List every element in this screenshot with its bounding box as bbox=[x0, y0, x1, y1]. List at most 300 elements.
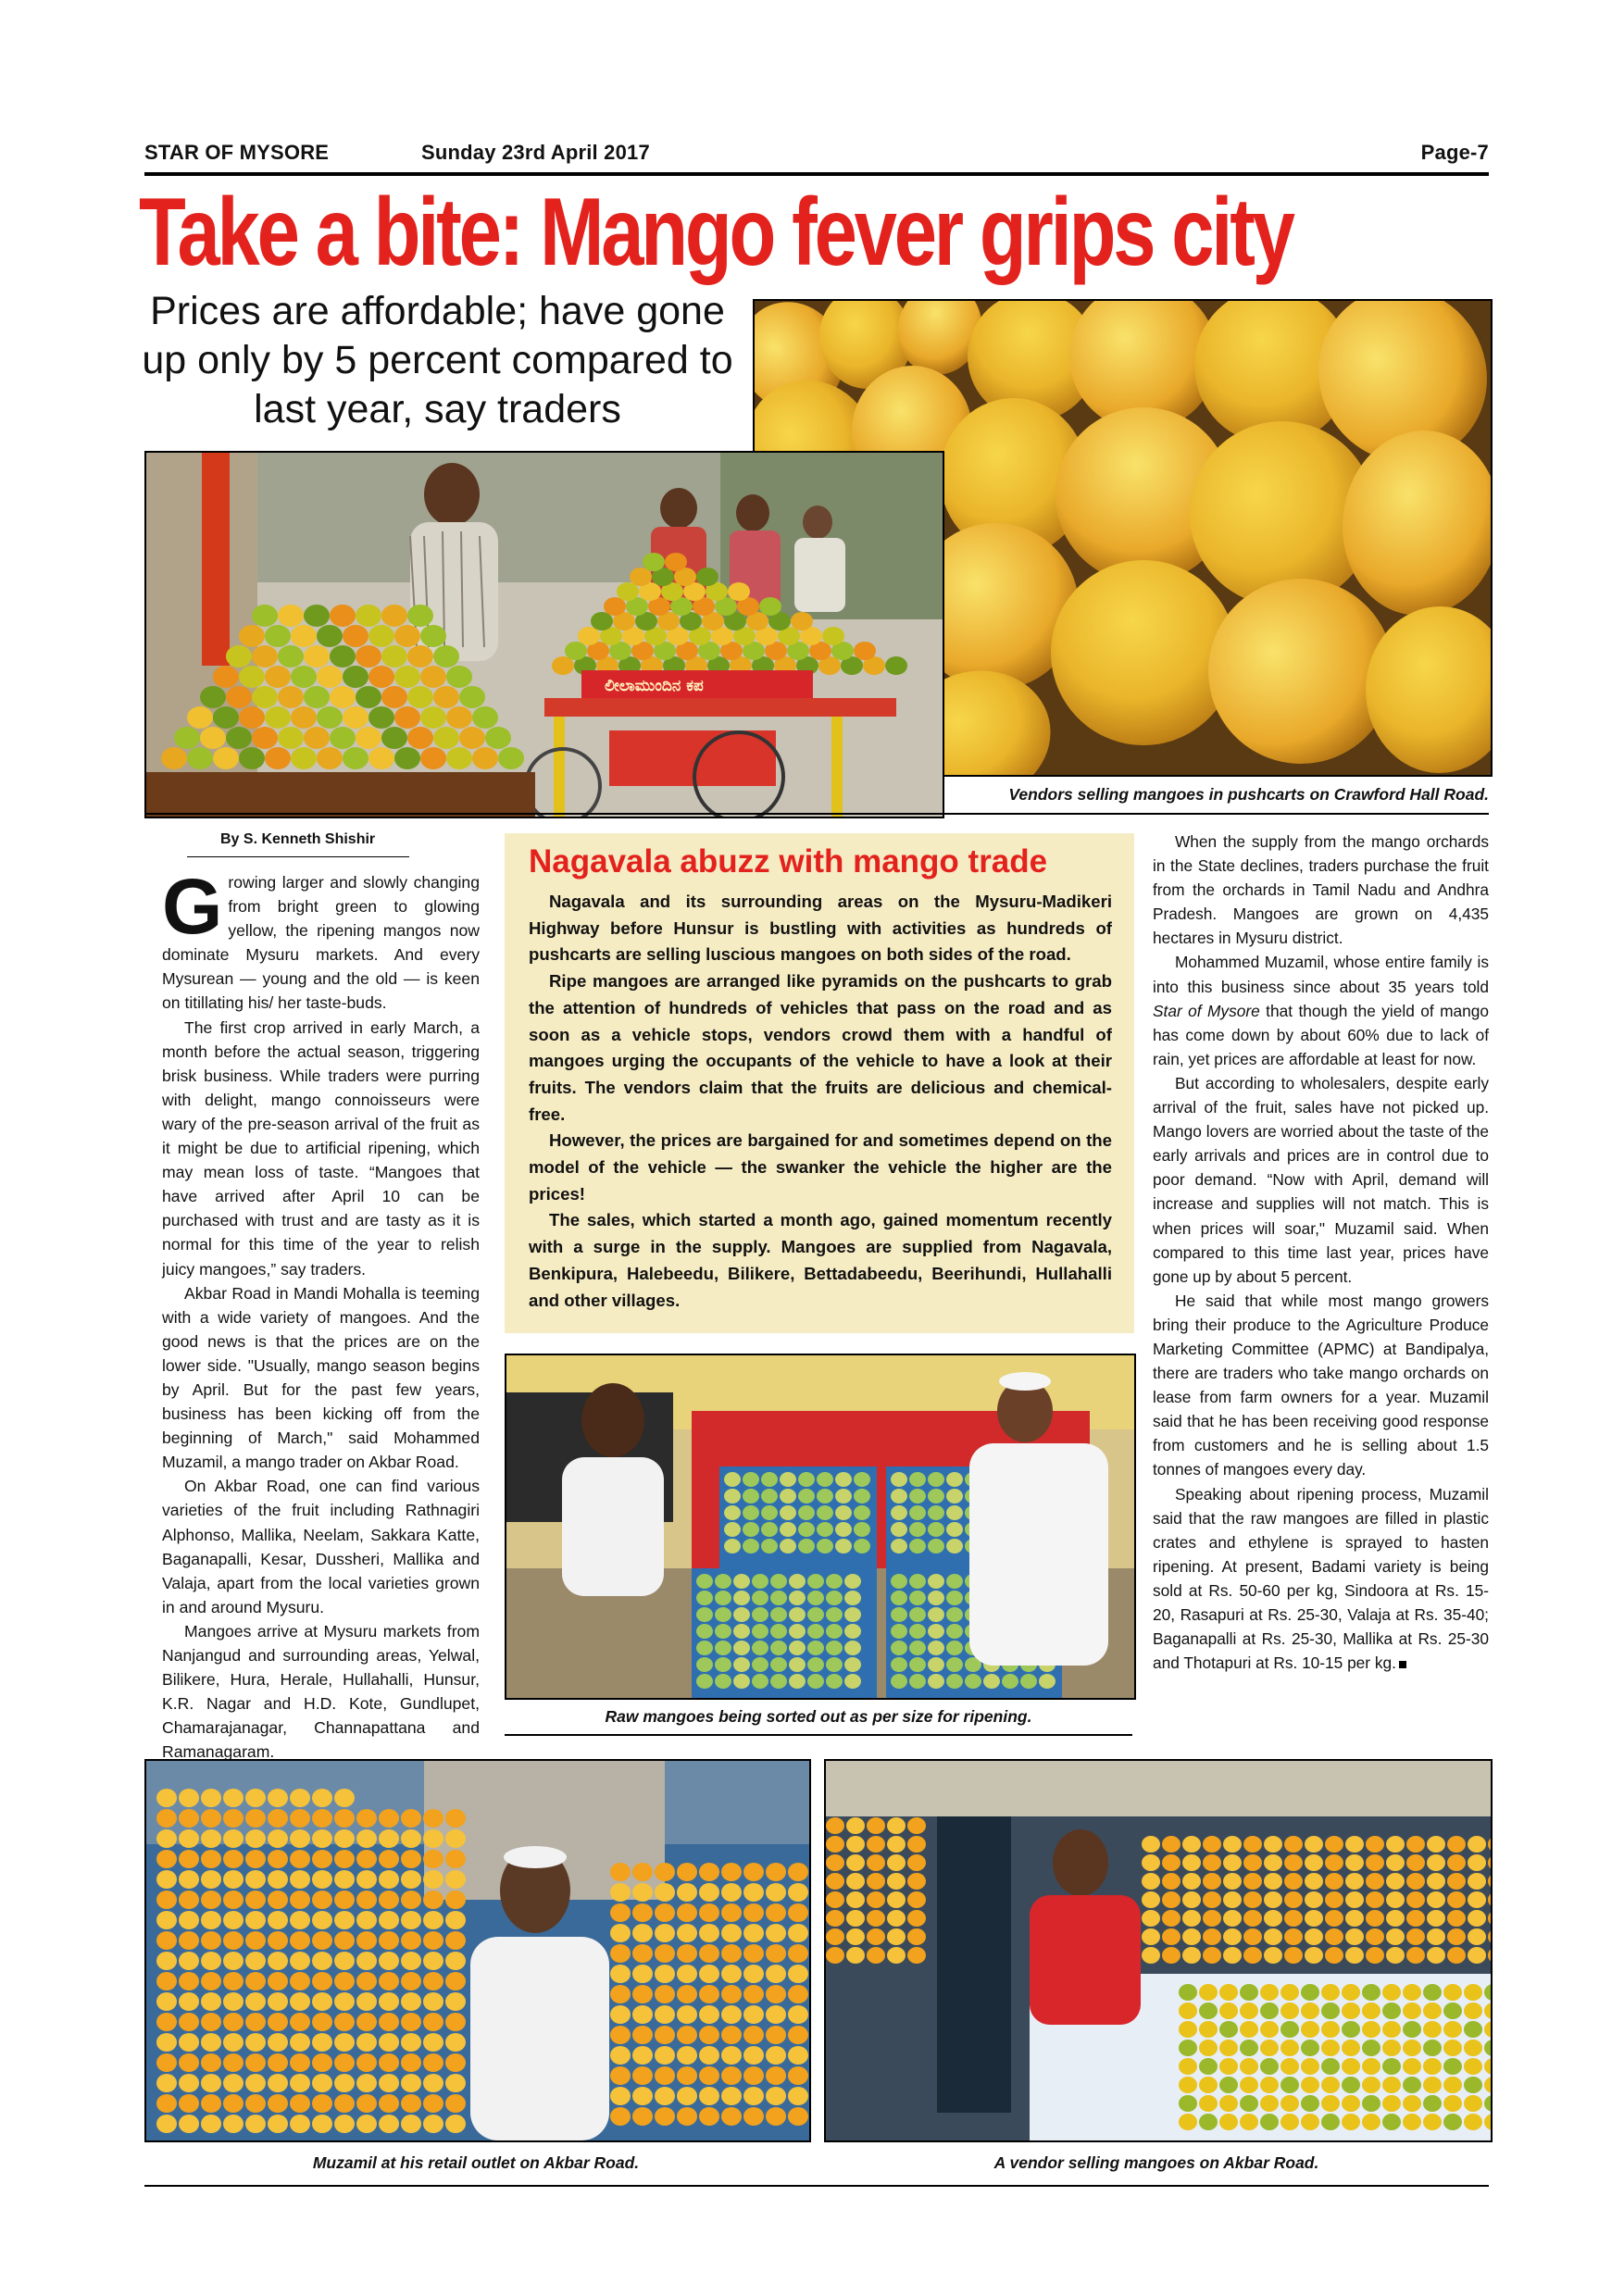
mango-shape bbox=[699, 1863, 719, 1881]
mango-shape bbox=[423, 1931, 443, 1950]
caption-sorting: Raw mangoes being sorted out as per size for ripening. bbox=[605, 1707, 1032, 1726]
mango-shape bbox=[789, 1574, 806, 1589]
mango-shape bbox=[290, 1850, 310, 1868]
mango-shape bbox=[907, 1947, 926, 1964]
mango-shape bbox=[265, 747, 291, 769]
photo-pushcart-vendors bbox=[144, 451, 944, 818]
mango-shape bbox=[721, 2005, 742, 2024]
mango-shape bbox=[789, 1591, 806, 1605]
mango-shape bbox=[290, 1972, 310, 1990]
mango-shape bbox=[290, 2053, 310, 2072]
mango-shape bbox=[379, 2033, 399, 2052]
mango-shape bbox=[179, 2053, 199, 2072]
mango-shape bbox=[1382, 2114, 1401, 2130]
mango-shape bbox=[699, 1924, 719, 1942]
mango-shape bbox=[1447, 1891, 1466, 1908]
mango-shape bbox=[1403, 2095, 1421, 2112]
mango-shape bbox=[677, 1863, 697, 1881]
mango-shape bbox=[290, 1911, 310, 1929]
mango-shape bbox=[632, 2066, 653, 2085]
mango-shape bbox=[752, 1674, 768, 1689]
mango-shape bbox=[909, 1489, 926, 1504]
mango-shape bbox=[245, 1850, 266, 1868]
mango-shape bbox=[1301, 2095, 1319, 2112]
mango-shape bbox=[156, 2053, 177, 2072]
mango-shape bbox=[677, 1985, 697, 2003]
mango-shape bbox=[1321, 1984, 1340, 2001]
mango-shape bbox=[699, 2066, 719, 2085]
mango-shape bbox=[312, 1972, 332, 1990]
mango-shape bbox=[743, 1863, 764, 1881]
mango-shape bbox=[946, 1522, 963, 1537]
mango-shape bbox=[245, 1809, 266, 1828]
mango-shape bbox=[854, 1505, 870, 1520]
mango-shape bbox=[1284, 1947, 1303, 1964]
mango-shape bbox=[1423, 2021, 1442, 2038]
mango-shape bbox=[1305, 1910, 1323, 1927]
mango-shape bbox=[291, 747, 317, 769]
mango-shape bbox=[1020, 1674, 1037, 1689]
mango-shape bbox=[1403, 2114, 1421, 2130]
mango-shape bbox=[891, 1489, 907, 1504]
mango-shape bbox=[817, 1489, 833, 1504]
paper-name: STAR OF MYSORE bbox=[144, 141, 330, 164]
mango-shape bbox=[1342, 2058, 1360, 2075]
mango-shape bbox=[655, 1903, 675, 1922]
mango-shape bbox=[407, 727, 433, 749]
mango-shape bbox=[655, 2026, 675, 2044]
mango-shape bbox=[807, 1607, 824, 1622]
mango-shape bbox=[356, 686, 381, 708]
mango-shape bbox=[1403, 1984, 1421, 2001]
mango-shape bbox=[632, 2046, 653, 2065]
mango-shape bbox=[891, 1539, 907, 1554]
mango-shape bbox=[1362, 2040, 1380, 2056]
mango-shape bbox=[632, 1965, 653, 1983]
mango-shape bbox=[891, 1624, 907, 1639]
mango-shape bbox=[179, 1992, 199, 2011]
vendor-image bbox=[826, 1761, 1491, 2140]
mango-shape bbox=[854, 1489, 870, 1504]
mango-shape bbox=[780, 1539, 796, 1554]
mango-shape bbox=[1199, 2040, 1218, 2056]
mango-shape bbox=[1382, 2021, 1401, 2038]
mango-shape bbox=[1219, 2095, 1238, 2112]
mango-shape bbox=[445, 1992, 466, 2011]
mango-shape bbox=[1345, 1947, 1364, 1964]
mango-shape bbox=[1406, 1891, 1425, 1908]
mango-shape bbox=[1321, 2058, 1340, 2075]
mango-shape bbox=[1386, 1947, 1405, 1964]
mango-shape bbox=[766, 2005, 786, 2024]
mango-shape bbox=[780, 1489, 796, 1504]
mango-shape bbox=[1321, 2114, 1340, 2130]
mango-shape bbox=[445, 2053, 466, 2072]
mango-shape bbox=[423, 2115, 443, 2133]
mango-shape bbox=[632, 1863, 653, 1881]
mango-shape bbox=[721, 1883, 742, 1902]
mango-shape bbox=[733, 1624, 750, 1639]
mango-shape bbox=[610, 2005, 631, 2024]
mango-shape bbox=[928, 1657, 944, 1672]
mango-shape bbox=[743, 1985, 764, 2003]
mango-shape bbox=[312, 2115, 332, 2133]
mango-shape bbox=[156, 1890, 177, 1909]
mango-shape bbox=[1264, 1873, 1282, 1890]
mango-shape bbox=[1142, 1928, 1160, 1945]
mango-shape bbox=[1406, 1873, 1425, 1890]
mango-shape bbox=[334, 1850, 355, 1868]
mango-shape bbox=[770, 1624, 787, 1639]
mango-shape bbox=[854, 1522, 870, 1537]
mango-shape bbox=[445, 1829, 466, 1848]
mango-shape bbox=[420, 747, 446, 769]
mango-shape bbox=[1362, 2114, 1380, 2130]
mango-shape bbox=[356, 727, 381, 749]
mango-shape bbox=[1443, 1984, 1462, 2001]
mango-shape bbox=[401, 1829, 421, 1848]
mango-shape bbox=[928, 1641, 944, 1655]
mango-shape bbox=[655, 2005, 675, 2024]
mango-shape bbox=[179, 1972, 199, 1990]
mango-shape bbox=[446, 747, 472, 769]
mango-shape bbox=[379, 2013, 399, 2031]
mango-shape bbox=[928, 1472, 944, 1487]
mango-shape bbox=[1427, 1928, 1445, 1945]
mango-shape bbox=[252, 727, 278, 749]
mango-shape bbox=[1264, 1947, 1282, 1964]
mango-shape bbox=[788, 2026, 808, 2044]
mango-shape bbox=[766, 2046, 786, 2065]
mango-shape bbox=[1182, 1947, 1201, 1964]
mango-shape bbox=[699, 2046, 719, 2065]
mango-shape bbox=[1203, 1910, 1221, 1927]
left-column bbox=[162, 863, 480, 1764]
mango-shape bbox=[677, 2087, 697, 2105]
cart-sign-text: ಲೀಲಾಮುಂದಿನ ಕಪ bbox=[605, 677, 704, 695]
mango-shape bbox=[846, 1891, 865, 1908]
mango-shape bbox=[356, 1911, 377, 1929]
mango-shape bbox=[381, 727, 407, 749]
mango-shape bbox=[187, 747, 213, 769]
mango-shape bbox=[867, 1947, 885, 1964]
mango-shape bbox=[1321, 2077, 1340, 2093]
mango-shape bbox=[632, 1883, 653, 1902]
mango-shape bbox=[239, 706, 265, 729]
mango-shape bbox=[770, 1591, 787, 1605]
mango-shape bbox=[610, 2026, 631, 2044]
mango-shape bbox=[423, 1952, 443, 1970]
mango-shape bbox=[632, 2107, 653, 2126]
mango-shape bbox=[312, 2053, 332, 2072]
mango-shape bbox=[1366, 1928, 1384, 1945]
mango-shape bbox=[379, 1972, 399, 1990]
mango-shape bbox=[245, 1931, 266, 1950]
mango-shape bbox=[846, 1836, 865, 1853]
mango-shape bbox=[715, 1641, 731, 1655]
mango-shape bbox=[610, 1863, 631, 1881]
mango-shape bbox=[1403, 2021, 1421, 2038]
mango-shape bbox=[788, 1924, 808, 1942]
mango-shape bbox=[356, 1870, 377, 1889]
mango-shape bbox=[312, 1789, 332, 1807]
mango-shape bbox=[761, 1472, 778, 1487]
mango-shape bbox=[1203, 1873, 1221, 1890]
right-column bbox=[1153, 830, 1489, 1675]
mango-shape bbox=[245, 2115, 266, 2133]
mango-shape bbox=[379, 2053, 399, 2072]
mango-shape bbox=[223, 1911, 244, 1929]
mango-shape bbox=[798, 1505, 815, 1520]
mango-shape bbox=[1240, 2021, 1258, 2038]
mango-shape bbox=[928, 1574, 944, 1589]
mango-shape bbox=[807, 1591, 824, 1605]
mango-shape bbox=[334, 1931, 355, 1950]
mango-shape bbox=[826, 1873, 844, 1890]
mango-shape bbox=[268, 1992, 288, 2011]
mango-shape bbox=[1366, 1836, 1384, 1853]
mango-shape bbox=[401, 2094, 421, 2113]
mango-shape bbox=[245, 1911, 266, 1929]
mango-shape bbox=[1386, 1836, 1405, 1853]
mango-shape bbox=[201, 2094, 221, 2113]
mango-shape bbox=[179, 2074, 199, 2092]
mango-shape bbox=[1382, 2040, 1401, 2056]
mango-shape bbox=[401, 1992, 421, 2011]
mango-shape bbox=[983, 1674, 1000, 1689]
mango-shape bbox=[312, 2013, 332, 2031]
mango-shape bbox=[223, 1952, 244, 1970]
mango-shape bbox=[423, 2013, 443, 2031]
mango-shape bbox=[907, 1873, 926, 1890]
mango-shape bbox=[1325, 1836, 1343, 1853]
mango-shape bbox=[156, 1952, 177, 1970]
mango-shape bbox=[766, 1965, 786, 1983]
mango-shape bbox=[846, 1928, 865, 1945]
mango-shape bbox=[1366, 1947, 1384, 1964]
mango-shape bbox=[891, 1505, 907, 1520]
mango-shape bbox=[1260, 2058, 1279, 2075]
mango-shape bbox=[379, 1952, 399, 1970]
mango-shape bbox=[290, 1931, 310, 1950]
mango-shape bbox=[887, 1836, 906, 1853]
mango-shape bbox=[655, 2107, 675, 2126]
mango-shape bbox=[1366, 1891, 1384, 1908]
mango-shape bbox=[1284, 1854, 1303, 1871]
mango-shape bbox=[826, 1947, 844, 1964]
mango-shape bbox=[788, 2107, 808, 2126]
mango-shape bbox=[1443, 2021, 1462, 2038]
mango-shape bbox=[317, 666, 343, 688]
mango-shape bbox=[445, 1809, 466, 1828]
mango-shape bbox=[445, 1870, 466, 1889]
mango-shape bbox=[798, 1489, 815, 1504]
mango-shape bbox=[1182, 1873, 1201, 1890]
mango-shape bbox=[1162, 1910, 1181, 1927]
mango-shape bbox=[826, 1854, 844, 1871]
mango-shape bbox=[724, 1489, 741, 1504]
mango-shape bbox=[1243, 1836, 1262, 1853]
mango-shape bbox=[743, 1472, 759, 1487]
mango-shape bbox=[1325, 1928, 1343, 1945]
mango-shape bbox=[317, 706, 343, 729]
mango-shape bbox=[252, 605, 278, 627]
mango-shape bbox=[826, 1674, 843, 1689]
mango-shape bbox=[312, 2074, 332, 2092]
mango-shape bbox=[239, 666, 265, 688]
mango-shape bbox=[1321, 2003, 1340, 2019]
mango-shape bbox=[699, 2026, 719, 2044]
mango-shape bbox=[946, 1539, 963, 1554]
mango-shape bbox=[696, 1674, 713, 1689]
mango-shape bbox=[201, 1809, 221, 1828]
mango-shape bbox=[891, 1574, 907, 1589]
mango-shape bbox=[1142, 1854, 1160, 1871]
mango-shape bbox=[743, 1965, 764, 1983]
mango-shape bbox=[1362, 2058, 1380, 2075]
mango-shape bbox=[330, 605, 356, 627]
mango-shape bbox=[268, 1931, 288, 1950]
mango-shape bbox=[1366, 1854, 1384, 1871]
mango-shape bbox=[752, 1574, 768, 1589]
mango-shape bbox=[826, 1574, 843, 1589]
mango-shape bbox=[343, 706, 369, 729]
mango-shape bbox=[1280, 2021, 1299, 2038]
mango-shape bbox=[788, 2005, 808, 2024]
mango-shape bbox=[446, 706, 472, 729]
mango-shape bbox=[445, 1952, 466, 1970]
mango-shape bbox=[312, 1890, 332, 1909]
mango-shape bbox=[330, 727, 356, 749]
mango-shape bbox=[1179, 2095, 1197, 2112]
mango-shape bbox=[1321, 2040, 1340, 2056]
mango-shape bbox=[715, 1591, 731, 1605]
mango-shape bbox=[334, 1992, 355, 2011]
mango-shape bbox=[766, 2066, 786, 2085]
mango-shape bbox=[156, 2033, 177, 2052]
mango-shape bbox=[379, 1931, 399, 1950]
mango-shape bbox=[1142, 1873, 1160, 1890]
mango-shape bbox=[1301, 1984, 1319, 2001]
mango-shape bbox=[330, 645, 356, 668]
mango-shape bbox=[278, 727, 304, 749]
mango-shape bbox=[252, 645, 278, 668]
mango-shape bbox=[317, 625, 343, 647]
mango-shape bbox=[369, 666, 394, 688]
mango-shape bbox=[245, 2074, 266, 2092]
mango-shape bbox=[817, 1505, 833, 1520]
mango-shape bbox=[179, 1809, 199, 1828]
mango-shape bbox=[946, 1641, 963, 1655]
mango-shape bbox=[807, 1641, 824, 1655]
mango-shape bbox=[1342, 2021, 1360, 2038]
mango-shape bbox=[844, 1607, 861, 1622]
mango-shape bbox=[891, 1472, 907, 1487]
mango-shape bbox=[156, 1931, 177, 1950]
mango-shape bbox=[655, 2046, 675, 2065]
mango-shape bbox=[826, 1657, 843, 1672]
mango-shape bbox=[1240, 1984, 1258, 2001]
mango-shape bbox=[610, 2046, 631, 2065]
mango-shape bbox=[401, 2053, 421, 2072]
mango-shape bbox=[379, 1850, 399, 1868]
mango-shape bbox=[854, 1472, 870, 1487]
mango-shape bbox=[401, 2033, 421, 2052]
mango-shape bbox=[807, 1674, 824, 1689]
mango-shape bbox=[1468, 1854, 1486, 1871]
mango-shape bbox=[223, 1972, 244, 1990]
mango-shape bbox=[867, 1910, 885, 1927]
mango-shape bbox=[1142, 1947, 1160, 1964]
mango-shape bbox=[226, 727, 252, 749]
mango-shape bbox=[1179, 2003, 1197, 2019]
mango-shape bbox=[1427, 1854, 1445, 1871]
mango-shape bbox=[610, 2066, 631, 2085]
mango-shape bbox=[733, 1674, 750, 1689]
mango-shape bbox=[394, 625, 420, 647]
mango-shape bbox=[891, 1657, 907, 1672]
mango-shape bbox=[290, 1789, 310, 1807]
mango-shape bbox=[1345, 1891, 1364, 1908]
mango-shape bbox=[446, 666, 472, 688]
mango-shape bbox=[334, 2115, 355, 2133]
mango-shape bbox=[1468, 1910, 1486, 1927]
mango-shape bbox=[743, 1924, 764, 1942]
mango-shape bbox=[1468, 1947, 1486, 1964]
mango-shape bbox=[312, 1809, 332, 1828]
mango-shape bbox=[420, 666, 446, 688]
mango-shape bbox=[909, 1641, 926, 1655]
mango-shape bbox=[789, 1657, 806, 1672]
mango-shape bbox=[201, 2033, 221, 2052]
mango-shape bbox=[201, 1829, 221, 1848]
mango-shape bbox=[156, 1870, 177, 1889]
mango-shape bbox=[245, 1890, 266, 1909]
mango-shape bbox=[887, 1854, 906, 1871]
mango-shape bbox=[356, 645, 381, 668]
mango-shape bbox=[265, 625, 291, 647]
mango-shape bbox=[655, 1924, 675, 1942]
mango-shape bbox=[766, 1903, 786, 1922]
mango-shape bbox=[334, 2074, 355, 2092]
mango-shape bbox=[578, 627, 600, 645]
mango-shape bbox=[733, 1591, 750, 1605]
mango-shape bbox=[721, 1903, 742, 1922]
page-number: Page-7 bbox=[1420, 141, 1489, 164]
mango-shape bbox=[334, 1870, 355, 1889]
mango-shape bbox=[724, 1472, 741, 1487]
mango-shape bbox=[1345, 1836, 1364, 1853]
mango-shape bbox=[759, 597, 781, 616]
mango-shape bbox=[187, 706, 213, 729]
mango-shape bbox=[1284, 1836, 1303, 1853]
mango-shape bbox=[610, 1965, 631, 1983]
mango-shape bbox=[1386, 1928, 1405, 1945]
mango-shape bbox=[721, 2087, 742, 2105]
mango-shape bbox=[696, 1624, 713, 1639]
sidebar-box bbox=[505, 833, 1134, 1333]
mango-shape bbox=[761, 1522, 778, 1537]
mango-shape bbox=[1403, 2077, 1421, 2093]
mango-shape bbox=[610, 1924, 631, 1942]
mango-shape bbox=[1182, 1854, 1201, 1871]
dropcap: G bbox=[162, 863, 223, 950]
mango-shape bbox=[1280, 1984, 1299, 2001]
mango-shape bbox=[1443, 2114, 1462, 2130]
mango-shape bbox=[1199, 2114, 1218, 2130]
mango-shape bbox=[223, 1789, 244, 1807]
mango-shape bbox=[752, 1591, 768, 1605]
